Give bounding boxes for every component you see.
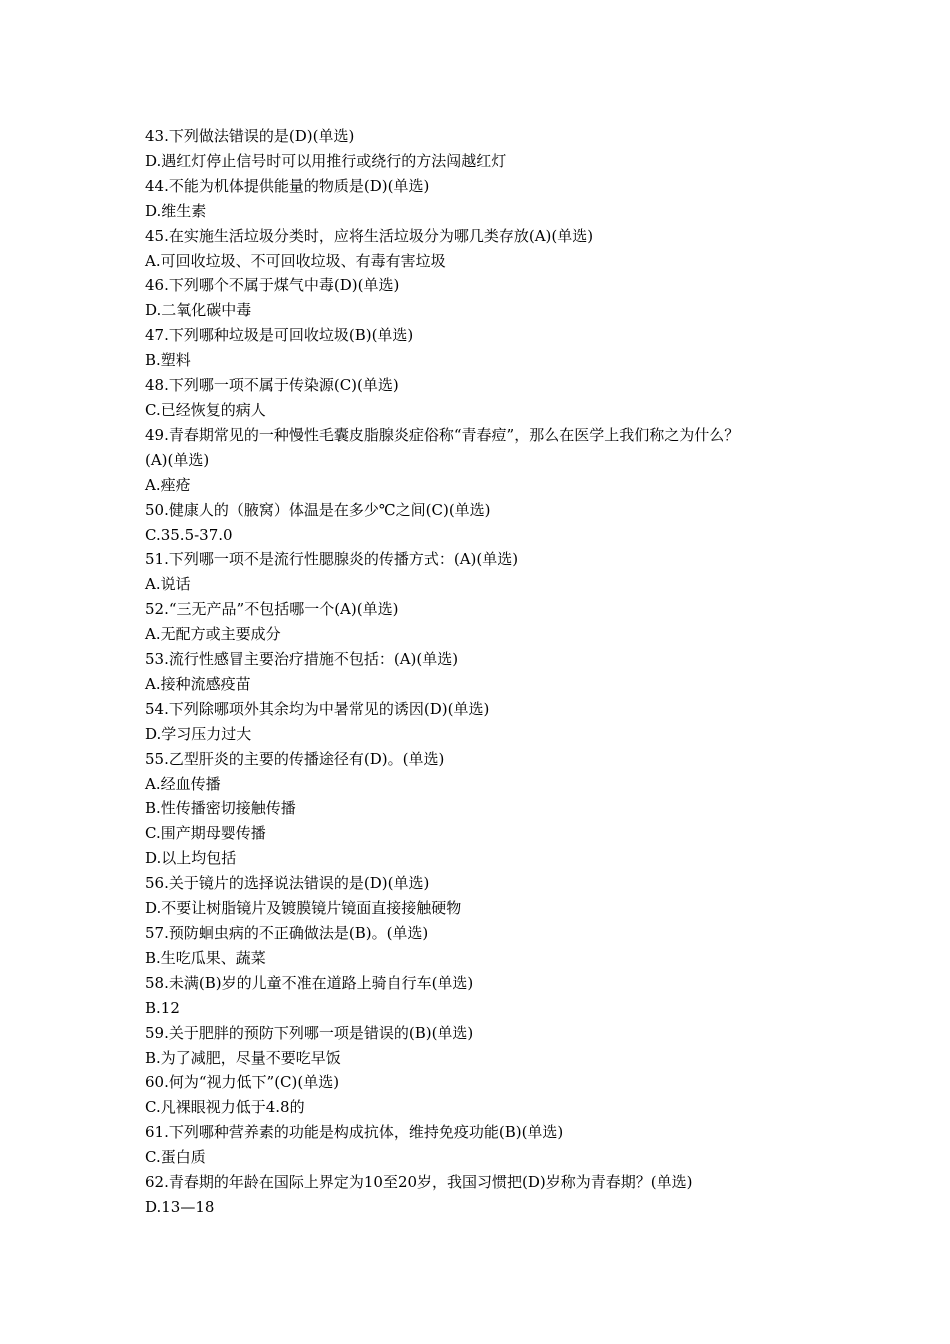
text-line: 43.下列做法错误的是(D)(单选) (145, 127, 355, 145)
text-line: 55.乙型肝炎的主要的传播途径有(D)。(单选) (145, 749, 445, 768)
text-line: 50.健康人的（腋窝）体温是在多少℃之间(C)(单选) (145, 500, 491, 519)
text-line: 51.下列哪一项不是流行性腮腺炎的传播方式：(A)(单选) (145, 550, 519, 569)
text-line: 54.下列除哪项外其余均为中暑常见的诱因(D)(单选) (145, 699, 490, 718)
text-line: C.蛋白质 (145, 1148, 206, 1167)
document-body (145, 124, 845, 1220)
text-line: A.无配方或主要成分 (145, 625, 281, 644)
text-line: 44.不能为机体提供能量的物质是(D)(单选) (145, 176, 430, 195)
text-line: (A)(单选) (145, 450, 210, 469)
text-line: A.说话 (145, 575, 191, 594)
text-line: 60.何为“视力低下”(C)(单选) (145, 1073, 340, 1092)
text-line: D.不要让树脂镜片及镀膜镜片镜面直接接触硬物 (145, 899, 462, 918)
text-line: D.二氧化碳中毒 (145, 301, 252, 320)
text-line: 57.预防蛔虫病的不正确做法是(B)。(单选) (145, 924, 429, 942)
text-line: C.已经恢复的病人 (145, 400, 266, 419)
text-line: D.学习压力过大 (145, 724, 252, 743)
text-line: D.13—18 (145, 1197, 215, 1216)
text-line: 52.“三无产品”不包括哪一个(A)(单选) (145, 600, 399, 619)
text-line: D.遇红灯停止信号时可以用推行或绕行的方法闯越红灯 (145, 151, 507, 170)
text-line: 49.青春期常见的一种慢性毛囊皮脂腺炎症俗称“青春痘”，那么在医学上我们称之为什么？ (145, 425, 740, 444)
text-line: B.为了减肥，尽量不要吃早饭 (145, 1048, 341, 1067)
text-line: B.生吃瓜果、蔬菜 (145, 948, 266, 967)
text-line: C.凡裸眼视力低于4.8的 (145, 1098, 305, 1117)
text-line: 48.下列哪一项不属于传染源(C)(单选) (145, 376, 399, 395)
text-line: C.35.5-37.0 (145, 525, 233, 544)
text-line: 58.未满(B)岁的儿童不准在道路上骑自行车(单选) (145, 973, 474, 992)
text-line: 53.流行性感冒主要治疗措施不包括：(A)(单选) (145, 650, 459, 669)
text-line: 47.下列哪种垃圾是可回收垃圾(B)(单选) (145, 326, 414, 345)
text-line: 59.关于肥胖的预防下列哪一项是错误的(B)(单选) (145, 1023, 474, 1042)
text-line: A.接种流感疫苗 (145, 674, 251, 693)
text-line: A.经血传播 (145, 774, 221, 793)
text-line: 56.关于镜片的选择说法错误的是(D)(单选) (145, 874, 430, 893)
text-line: 45.在实施生活垃圾分类时，应将生活垃圾分为哪几类存放(A)(单选) (145, 226, 594, 245)
text-line: D.维生素 (145, 201, 207, 220)
text-line: B.塑料 (145, 351, 191, 370)
text-line: B.12 (145, 998, 180, 1017)
text-line: A.痤疮 (145, 475, 191, 494)
text-line: 62.青春期的年龄在国际上界定为10至20岁，我国习惯把(D)岁称为青春期？(单选) (145, 1173, 693, 1192)
text-line: A.可回收垃圾、不可回收垃圾、有毒有害垃圾 (145, 251, 446, 270)
text-line: 61.下列哪种营养素的功能是构成抗体，维持免疫功能(B)(单选) (145, 1123, 564, 1142)
text-line: C.围产期母婴传播 (145, 824, 266, 843)
text-line: B.性传播密切接触传播 (145, 799, 296, 818)
text-line: 46.下列哪个不属于煤气中毒(D)(单选) (145, 276, 400, 295)
text-line: D.以上均包括 (145, 849, 237, 868)
